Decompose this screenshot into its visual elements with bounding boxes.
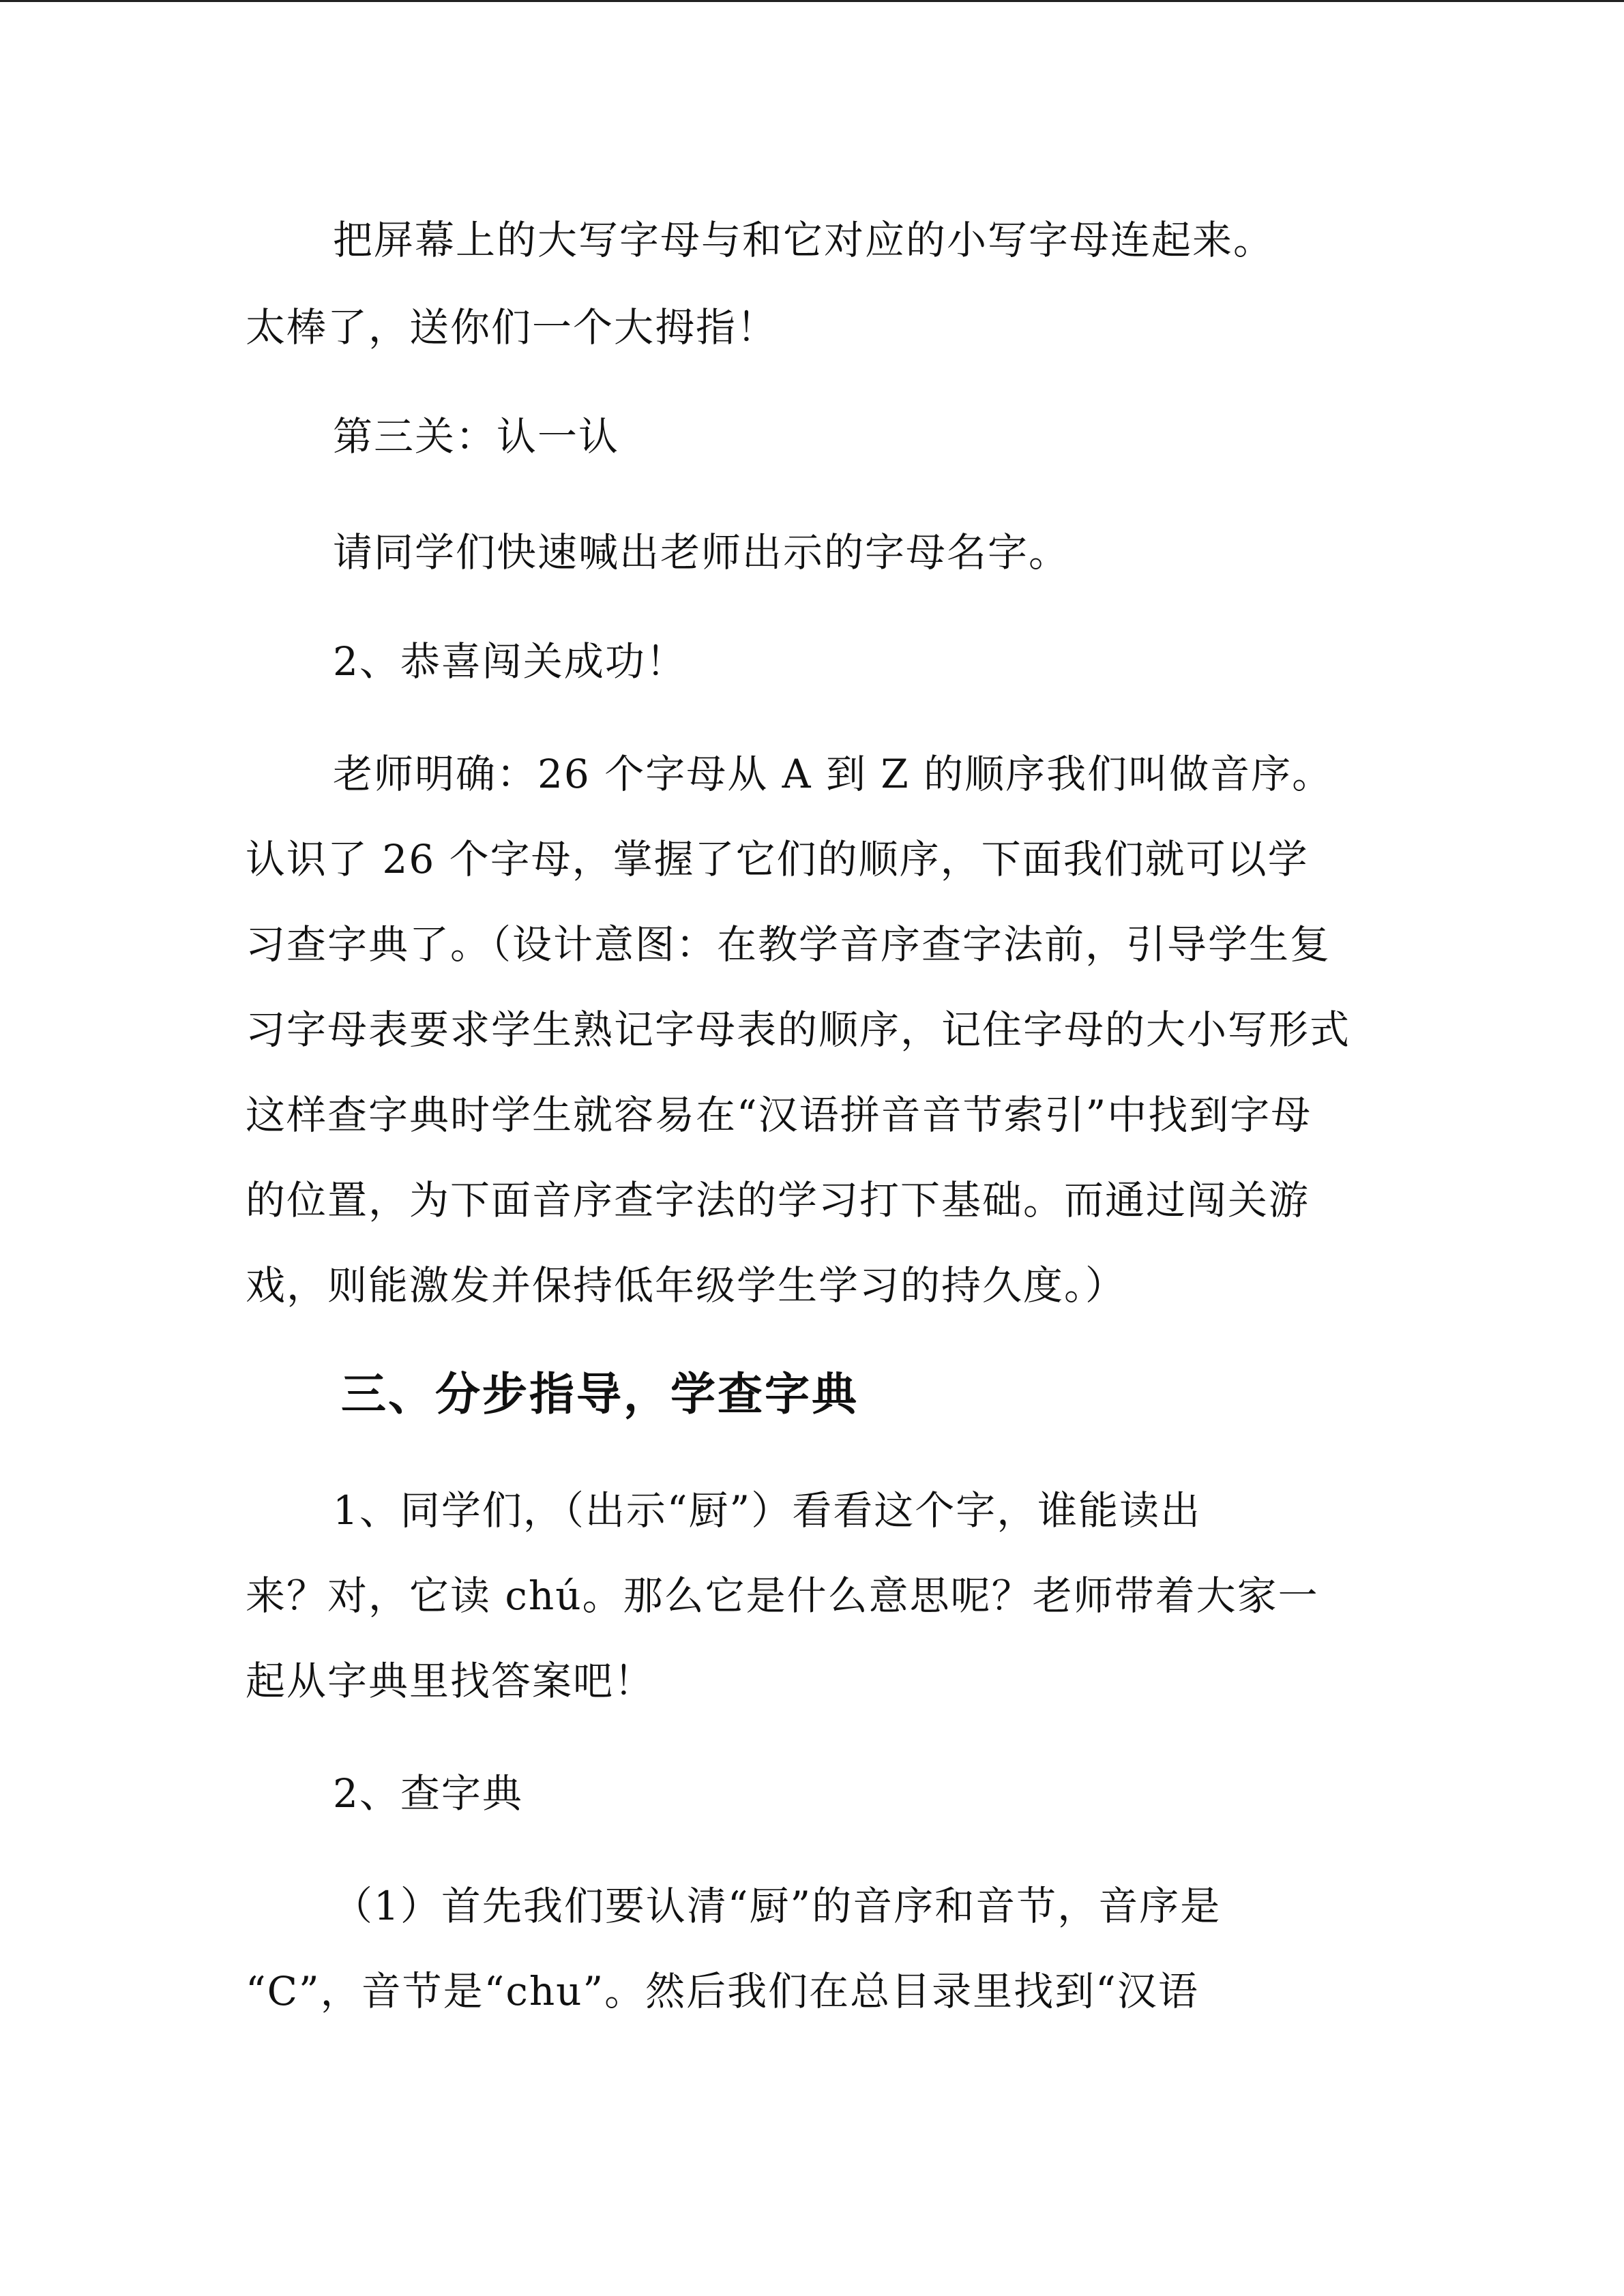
section-heading: 三、分步指导，学查字典 bbox=[341, 1368, 859, 1420]
paragraph-line: 请同学们快速喊出老师出示的字母名字。 bbox=[333, 529, 1070, 576]
paragraph-line: 的位置，为下面音序查字法的学习打下基础。而通过闯关游 bbox=[246, 1177, 1310, 1223]
paragraph-line: 把屏幕上的大写字母与和它对应的小写字母连起来。 bbox=[333, 217, 1275, 263]
paragraph-line: 第三关：认一认 bbox=[333, 413, 620, 460]
paragraph-line: 习字母表要求学生熟记字母表的顺序，记住字母的大小写形式 bbox=[246, 1007, 1351, 1053]
page-top-border bbox=[0, 0, 1624, 2]
paragraph-line: 这样查字典时学生就容易在“汉语拼音音节索引”中找到字母 bbox=[246, 1092, 1312, 1138]
paragraph-line: 来？对，它读 chú。那么它是什么意思呢？老师带着大家一 bbox=[246, 1572, 1319, 1619]
paragraph-line: 老师明确：26 个字母从 A 到 Z 的顺序我们叫做音序。 bbox=[333, 751, 1333, 797]
paragraph-line: 太棒了，送你们一个大拇指！ bbox=[246, 304, 778, 351]
paragraph-line: 习查字典了。（设计意图：在教学音序查字法前，引导学生复 bbox=[246, 921, 1331, 968]
paragraph-line: 2、恭喜闯关成功！ bbox=[333, 638, 687, 685]
paragraph-line: 起从字典里找答案吧！ bbox=[246, 1658, 655, 1704]
paragraph-line: 认识了 26 个字母，掌握了它们的顺序，下面我们就可以学 bbox=[246, 836, 1309, 882]
paragraph-line: 戏，则能激发并保持低年级学生学习的持久度。） bbox=[246, 1262, 1127, 1309]
paragraph-line: 2、查字典 bbox=[333, 1770, 523, 1817]
paragraph-line: （1）首先我们要认清“厨”的音序和音节，音序是 bbox=[333, 1883, 1222, 1929]
paragraph-line: 1、同学们，（出示“厨”）看看这个字，谁能读出 bbox=[333, 1487, 1202, 1534]
paragraph-line: “C”，音节是“chu”。然后我们在总目录里找到“汉语 bbox=[246, 1968, 1199, 2014]
